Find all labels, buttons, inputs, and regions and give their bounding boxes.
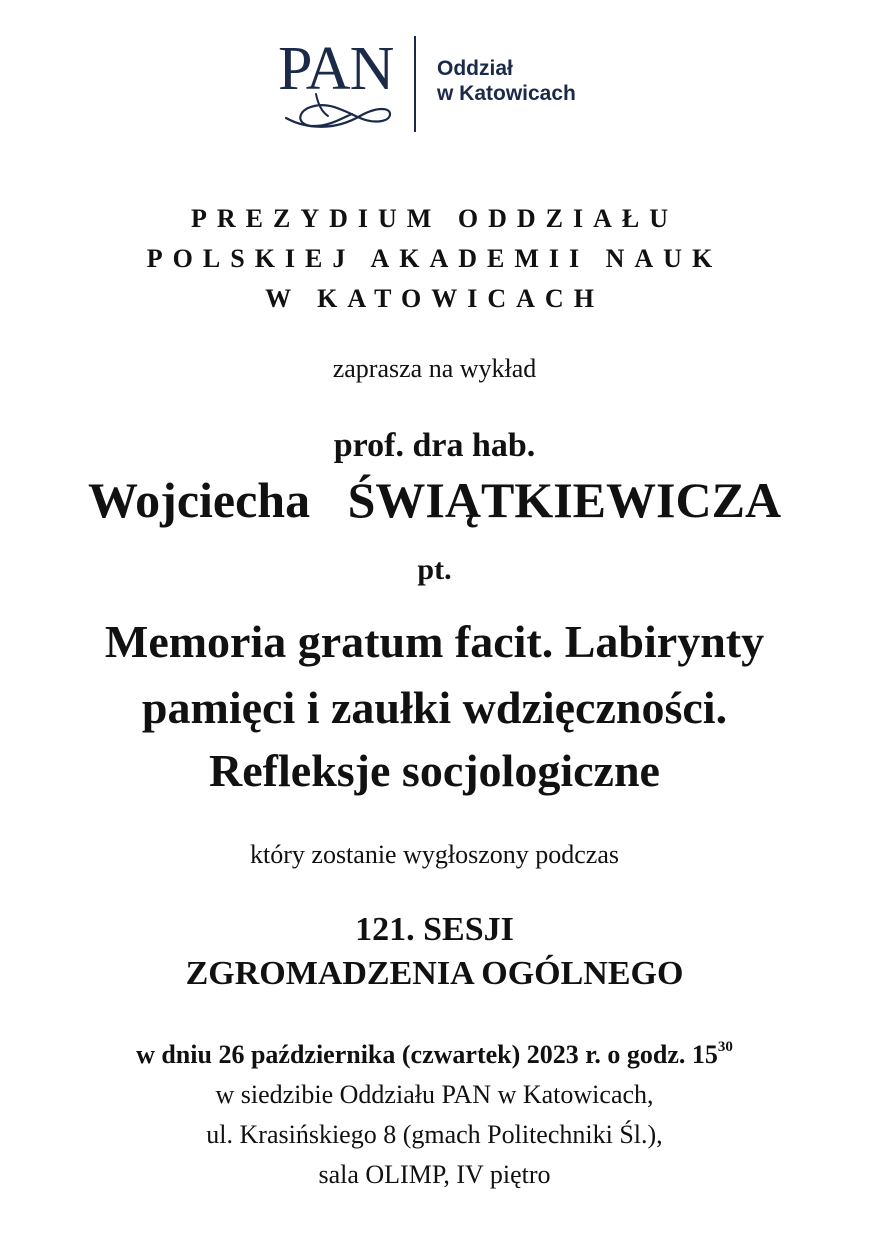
header-line3: W KATOWICACH (265, 284, 604, 313)
location-line1: w siedzibie Oddziału PAN w Katowicach, (215, 1080, 654, 1109)
invite-text: zaprasza na wykład (332, 354, 537, 383)
logo-wordmark: PAN (278, 35, 394, 103)
logo-branch-line2: w Katowicach (437, 82, 576, 105)
location-line3: sala OLIMP, IV piętro (318, 1160, 551, 1189)
header-line1: PREZYDIUM ODDZIAŁU (191, 204, 678, 233)
session-line2: ZGROMADZENIA OGÓLNEGO (185, 955, 684, 992)
pt-label: pt. (417, 553, 452, 586)
delivered-text: który zostanie wygłoszony podczas (250, 840, 619, 869)
lecture-title-line2: pamięci i zaułki wdzięczności. (141, 682, 728, 733)
logo-branch-name (437, 56, 576, 106)
time-minutes: 30 (717, 1039, 733, 1055)
header-line2: POLSKIEJ AKADEMII NAUK (146, 244, 723, 273)
lecture-title-line3: Refleksje socjologiczne (209, 745, 660, 796)
logo-flourish-icon (278, 34, 398, 134)
date-line (0, 1038, 869, 1072)
location-line2: ul. Krasińskiego 8 (gmach Politechniki Śl.), (206, 1120, 663, 1149)
speaker-name: Wojciecha ŚWIĄTKIEWICZA (87, 472, 782, 528)
speaker-title: prof. dra hab. (333, 427, 536, 464)
date-text: w dniu 26 października (czwartek) 2023 r. o godz. 15 (136, 1040, 718, 1069)
logo-divider (414, 36, 416, 132)
logo-branch-line1: Oddział (437, 57, 513, 80)
pan-logo (278, 34, 618, 134)
session-line1: 121. SESJI (355, 911, 514, 948)
lecture-title-line1: Memoria gratum facit. Labirynty (104, 616, 765, 667)
